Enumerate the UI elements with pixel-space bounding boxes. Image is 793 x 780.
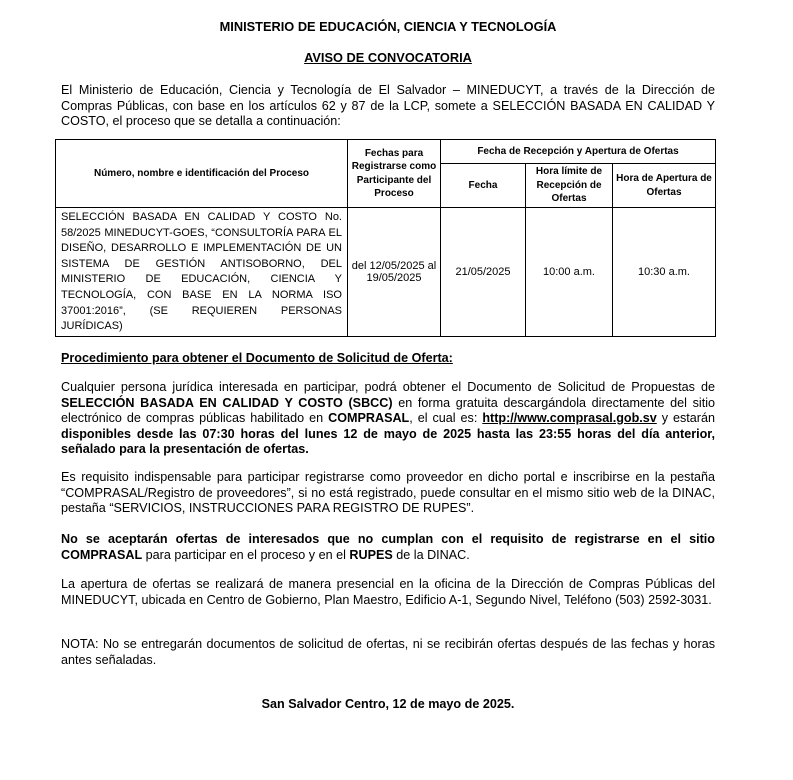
- process-table: [55, 139, 716, 337]
- cell-process: SELECCIÓN BASADA EN CALIDAD Y COSTO No. 58/2025 MINEDUCYT-GOES, “CONSULTORÍA PARA EL DISEÑO, DESARROLLO E IMPLEMENTACIÓN DE UN SISTEMA DE GESTIÓN ANTISOBORNO, DEL MINISTERIO DE EDUCACIÓN, CIENCIA Y TECNOLOGÍA, CON BASE EN LA NORMA ISO 37001:2016”, (SE REQUIEREN PERSONAS JURÍDICAS): [56, 208, 348, 337]
- header-date: Fecha: [441, 164, 526, 208]
- opening-paragraph: La apertura de ofertas se realizará de manera presencial en la oficina de la Dirección de Compras Públicas del MINEDUCYT, ubicada en Centro de Gobierno, Plan Maestro, Edificio A-1, Segundo Nivel, Teléfono (503) 2592-3031.: [61, 577, 715, 607]
- header-reception-time: Hora límite de Recepción de Ofertas: [526, 164, 613, 208]
- warning-paragraph: No se aceptarán ofertas de interesados que no cumplan con el requisito de registrarse en el sitio COMPRASAL para participar en el proceso y en el RUPES de la DINAC.: [61, 532, 715, 562]
- table-row: [56, 208, 716, 337]
- procedure-paragraph: Cualquier persona jurídica interesada en participar, podrá obtener el Documento de Solicitud de Propuestas de SELECCIÓN BASADA EN CALIDAD Y COSTO (SBCC) en forma gratuita descargándola directamente del sitio electrónico de compras públicas habilitado en COMPRASAL, el cual es: http://www.comprasal.gob.sv y estarán disponibles desde las 07:30 horas del lunes 12 de mayo de 2025 hasta las 23:55 horas del día anterior, señalado para la presentación de ofertas.: [61, 380, 716, 456]
- requirement-paragraph: Es requisito indispensable para participar registrarse como proveedor en dicho portal e inscribirse en la pestaña “COMPRASAL/Registro de proveedores”, si no está registrado, puede consultar en el mismo sitio web de la DINAC, pestaña “SERVICIOS, INSTRUCCIONES PARA REGISTRO DE RUPES”.: [61, 470, 715, 515]
- closing-date: San Salvador Centro, 12 de mayo de 2025.: [261, 697, 515, 711]
- ministry-title: MINISTERIO DE EDUCACIÓN, CIENCIA Y TECNOLOGÍA: [219, 19, 557, 34]
- procedure-heading: Procedimiento para obtener el Documento de Solicitud de Oferta:: [61, 351, 453, 365]
- header-register-dates: Fechas para Registrarse como Participante del Proceso: [348, 140, 441, 208]
- header-process: Número, nombre e identificación del Proceso: [56, 140, 348, 208]
- note-paragraph: NOTA: No se entregarán documentos de solicitud de ofertas, ni se recibirán ofertas después de las fechas y horas antes señaladas.: [61, 637, 715, 667]
- comprasal-link[interactable]: http://www.comprasal.gob.sv: [482, 411, 657, 425]
- header-reception-group: Fecha de Recepción y Apertura de Ofertas: [441, 140, 716, 164]
- cell-reception-time: 10:00 a.m.: [526, 208, 613, 337]
- cell-opening-time: 10:30 a.m.: [613, 208, 716, 337]
- notice-title: AVISO DE CONVOCATORIA: [304, 50, 472, 65]
- header-opening-time: Hora de Apertura de Ofertas: [613, 164, 716, 208]
- cell-date: 21/05/2025: [441, 208, 526, 337]
- intro-paragraph: El Ministerio de Educación, Ciencia y Tecnología de El Salvador – MINEDUCYT, a través de la Dirección de Compras Públicas, con base en los artículos 62 y 87 de la LCP, somete a SELECCIÓN BASADA EN CALIDAD Y COSTO, el proceso que se detalla a continuación:: [61, 83, 715, 128]
- cell-register-dates: del 12/05/2025 al 19/05/2025: [348, 208, 441, 337]
